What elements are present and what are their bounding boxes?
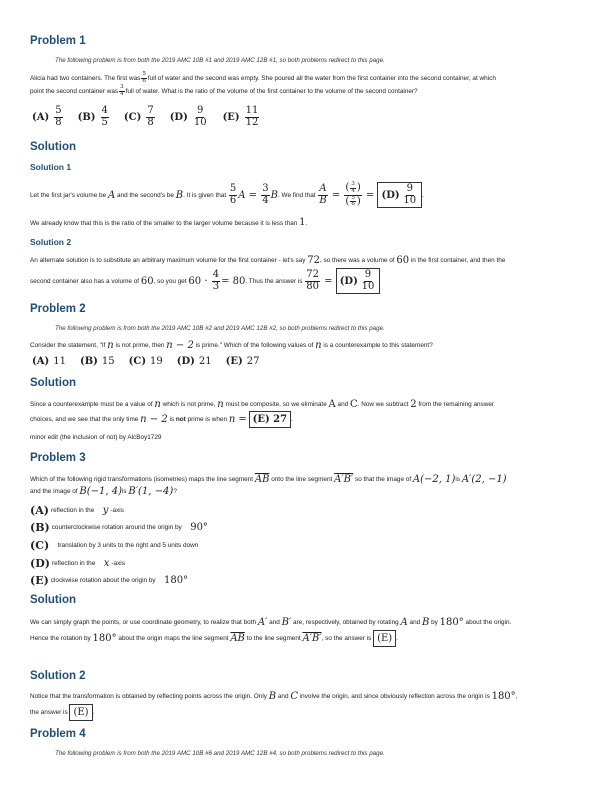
problem-3-heading: Problem 3 xyxy=(30,452,86,464)
choice-b: (B) $\frac{4}{5}$ xyxy=(77,105,108,128)
answer-box-e: (E) xyxy=(373,630,396,647)
solution-1-equation-line: Let the first jar's volume be A and the second's be B . It is given that $\frac{5}{6}$ A = $\frac{3}{4}$ B . We find that $\frac{A}{B}$ = ( $\frac{3}{4}$ ) ( $\frac{5}{6}$ ) = (D) $\frac{9}{10}$ . xyxy=(30,181,424,208)
option-d: (D) reflection in the x -axis xyxy=(30,556,125,570)
fraction-3-4: $\frac{3}{4}$ xyxy=(120,84,124,97)
solution-p3b-line-1: Notice that the transformation is obtained by reflecting points across the origin. Only B and C involve the origin, and since obviously reflection across the origin is 180° , xyxy=(30,691,518,702)
solution-1-remark: We already know that this is the ratio of the smaller to the larger volume because it is less than 1. xyxy=(30,217,308,228)
choice-c: (C) $\frac{7}{8}$ xyxy=(123,105,154,128)
solution-2-heading: Solution 2 xyxy=(30,670,86,682)
solution-heading-1: Solution xyxy=(30,141,76,153)
problem-1-note: The following problem is from both the 2019 AMC 10B #1 and 2019 AMC 12B #1, so both problems redirect to this page. xyxy=(55,57,385,64)
option-a: (A) reflection in the y -axis xyxy=(30,503,124,517)
choice-b: (B) 15 xyxy=(79,356,115,367)
option-e: (E) clockwise rotation about the origin by 180° xyxy=(30,573,189,587)
choice-d: (D) $\frac{9}{10}$ xyxy=(169,105,207,128)
problem-2-heading: Problem 2 xyxy=(30,303,86,315)
solution-p2-line-2: choices, and we see that the only time n − 2 is not prime is when n = (E) 27 . xyxy=(30,411,582,428)
solution-2-line-2: second container also has a volume of 60 , so you get 60 · $\frac{4}{3}$ = 80 . Thus the answer is $\frac{72}{80}$ = (D) $\frac{9}{10}$ xyxy=(30,268,582,294)
choice-c: (C) 19 xyxy=(128,356,163,367)
solution-p3-line-1: We can simply graph the points, or use coordinate geometry, to realize that both A′ and B′ are, respectively, obtained by rotating A and B by 180° about the origin. xyxy=(30,617,512,628)
answer-box-e-2: (E) xyxy=(69,704,92,721)
nested-fraction: ( $\frac{3}{4}$ ) ( $\frac{5}{6}$ ) xyxy=(345,181,361,208)
problem-2-note: The following problem is from both the 2019 AMC 10B #2 and 2019 AMC 12B #2, so both problems redirect to this page. xyxy=(55,325,385,332)
option-b: (B) counterclockwise rotation around the origin by 90° xyxy=(30,520,208,534)
choice-a: (A) $\frac{5}{8}$ xyxy=(32,105,62,128)
problem-1-text: Alicia had two containers. The first was $\frac{5}{6}$ full of water and the second was empty. She poured all the water from the first container into the second container, at which point the second container was $\frac{3}{4}$ full of water. What is the ratio of the volume of the first container to the volume of the second container? xyxy=(30,71,496,97)
problem-2-text: Consider the statement, "If n is not prime, then n − 2 is prime." Which of the following values of n is a counterexample to this statement? xyxy=(30,340,433,351)
problem-1-heading: Problem 1 xyxy=(30,35,86,47)
fraction-5-6: $\frac{5}{6}$ xyxy=(142,71,146,84)
solution-heading-3: Solution xyxy=(30,594,76,606)
solution-2-line-1: An alternate solution is to substitute an arbitrary maximum volume for the first container - let's say 72 , so there was a volume of 60 in the first container, and then the xyxy=(30,255,506,266)
answer-box-e-27: (E) 27 xyxy=(249,411,291,428)
solution-p3b-line-2: the answer is (E) . xyxy=(30,704,582,721)
problem-4-note: The following problem is from both the 2019 AMC 10B #6 and 2019 AMC 12B #4, so both problems redirect to this page. xyxy=(55,750,385,757)
solution-p3-line-2: Hence the rotation by 180° about the origin maps the line segment $\overline{AB}$ to the line segment A′B′ , so the answer is (E) . xyxy=(30,630,582,647)
answer-box-d-2: (D) $\frac{9}{10}$ xyxy=(336,268,381,294)
solution-p2-line-1: Since a counterexample must be a value of n which is not prime, n must be composite, so we eliminate A and C . Now we subtract 2 from the remaining answer xyxy=(30,399,495,410)
edit-note: minor edit (the inclusion of not) by AlcBoy1729 xyxy=(30,434,162,441)
problem-3-line-2: and the image of B(−1, 4) is B′(1, −4) ? xyxy=(30,486,177,497)
problem-2-choices xyxy=(32,356,259,367)
problem-4-heading: Problem 4 xyxy=(30,728,86,740)
choice-a: (A) 11 xyxy=(32,356,66,367)
problem-3-line-1: Which of the following rigid transformations (isometries) maps the line segment $\overline{AB}$ onto the line segment A′B′ so that the image of A(−2, 1) is A′(2, −1) xyxy=(30,474,507,485)
solution-heading-2: Solution xyxy=(30,377,76,389)
option-c: (C) translation by 3 units to the right and 5 units down xyxy=(30,538,199,552)
problem-1-choices xyxy=(32,106,260,128)
solution-2-subheading: Solution 2 xyxy=(30,237,72,247)
solution-1-subheading: Solution 1 xyxy=(30,162,72,172)
answer-box-d: (D) $\frac{9}{10}$ xyxy=(377,182,422,208)
choice-e: (E) 27 xyxy=(225,356,260,367)
choice-e: (E) $\frac{11}{12}$ xyxy=(222,105,259,128)
choice-d: (D) 21 xyxy=(176,356,212,367)
